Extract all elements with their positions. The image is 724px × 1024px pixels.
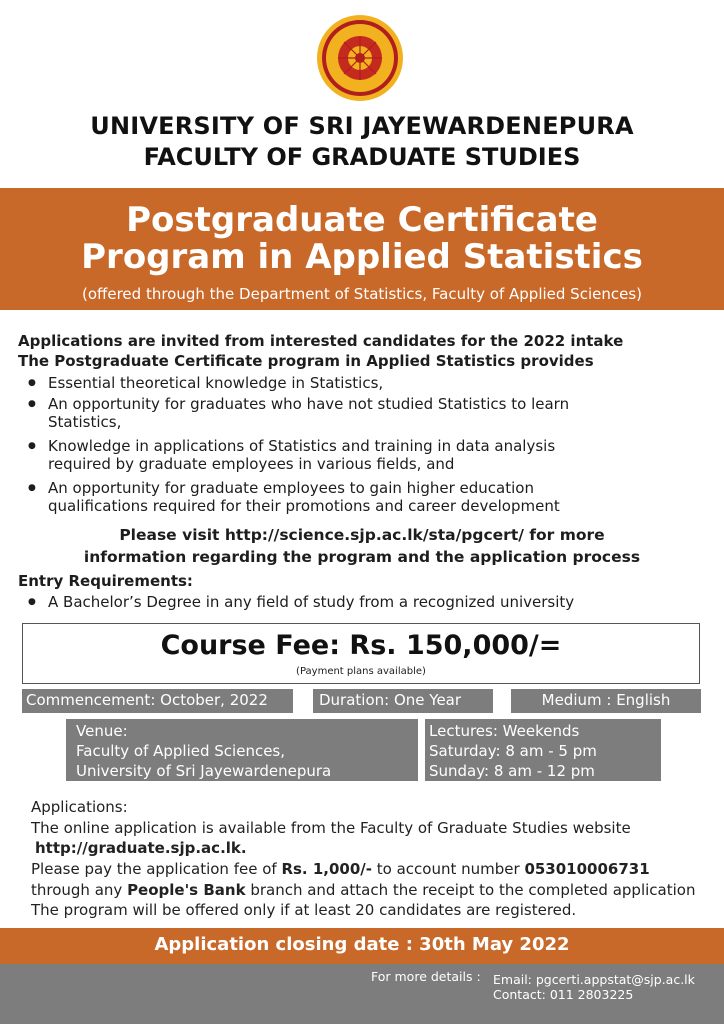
entry-heading: Entry Requirements: <box>18 572 193 590</box>
contact-phone: Contact: 011 2803225 <box>493 987 634 1002</box>
lectures-label: Lectures: Weekends <box>429 722 580 740</box>
intro-line1: Applications are invited from interested candidates for the 2022 intake <box>18 332 624 350</box>
bullet-icon: ● <box>28 483 36 493</box>
program-title-line2: Program in Applied Statistics <box>81 237 643 277</box>
graduate-website-link[interactable]: http://graduate.sjp.ac.lk. <box>35 839 247 857</box>
lectures-box <box>425 719 661 781</box>
closing-date: Application closing date : 30th May 2022 <box>154 934 570 955</box>
visit-line2: information regarding the program and the application process <box>83 548 641 566</box>
contact-email[interactable]: Email: pgcerti.appstat@sjp.ac.lk <box>493 972 695 987</box>
university-logo <box>316 14 404 102</box>
lectures-line: Sunday: 8 am - 12 pm <box>429 762 595 780</box>
medium-box: Medium : English <box>511 689 701 713</box>
commencement-box: Commencement: October, 2022 <box>22 689 293 713</box>
visit-line1: Please visit http://science.sjp.ac.lk/sta/pgcert/ for more <box>119 526 605 544</box>
intro-line2: The Postgraduate Certificate program in Applied Statistics provides <box>18 352 594 370</box>
more-details-label: For more details : <box>371 969 481 984</box>
bank-line: through any People's Bank branch and attach the receipt to the completed application <box>31 881 696 899</box>
list-item: Essential theoretical knowledge in Statistics, <box>48 374 384 392</box>
entry-item: A Bachelor’s Degree in any field of study from a recognized university <box>48 593 575 611</box>
payment-note: (Payment plans available) <box>296 666 426 677</box>
minimum-candidates-note: The program will be offered only if at least 20 candidates are registered. <box>31 901 577 919</box>
course-fee: Course Fee: Rs. 150,000/= <box>160 630 562 661</box>
faculty-name: FACULTY OF GRADUATE STUDIES <box>143 143 581 171</box>
bullet-icon: ● <box>28 399 36 409</box>
bullet-icon: ● <box>28 597 36 607</box>
bullet-icon: ● <box>28 378 36 388</box>
applications-heading: Applications: <box>31 798 128 816</box>
university-name: UNIVERSITY OF SRI JAYEWARDENEPURA <box>90 112 634 140</box>
program-subtitle: (offered through the Department of Statistics, Faculty of Applied Sciences) <box>82 285 642 303</box>
program-title-line1: Postgraduate Certificate <box>126 200 598 240</box>
list-item: An opportunity for graduate employees to gain higher education qualifications required for their promotions and career development <box>48 479 560 515</box>
list-item: An opportunity for graduates who have not studied Statistics to learn Statistics, <box>48 395 570 431</box>
venue-line: University of Sri Jayewardenepura <box>76 762 332 780</box>
list-item: Knowledge in applications of Statistics and training in data analysis required by graduate employees in various fields, and <box>48 437 556 473</box>
applications-line: The online application is available from the Faculty of Graduate Studies website <box>31 819 631 837</box>
duration-box: Duration: One Year <box>313 689 493 713</box>
lectures-line: Saturday: 8 am - 5 pm <box>429 742 597 760</box>
venue-line: Faculty of Applied Sciences, <box>76 742 286 760</box>
fee-payment-line: Please pay the application fee of Rs. 1,000/- to account number 053010006731 <box>31 860 650 878</box>
venue-label: Venue: <box>76 722 128 740</box>
bullet-icon: ● <box>28 441 36 451</box>
venue-box <box>66 719 418 781</box>
